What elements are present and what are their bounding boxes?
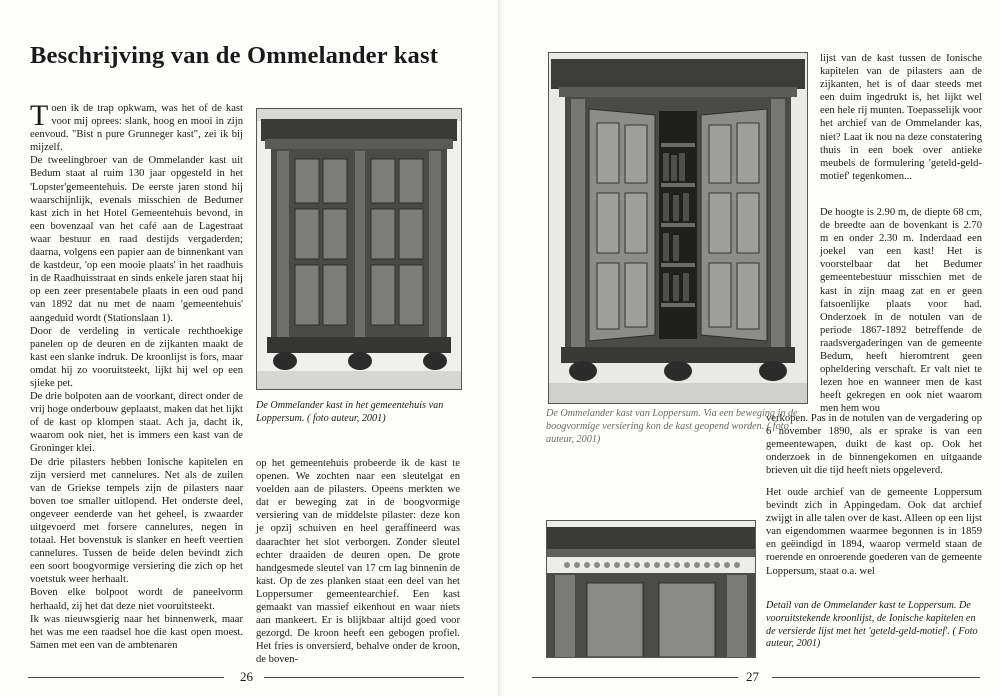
intro-text: oen ik de trap opkwam, was het of de kast voor mij oprees: slank, hoog en mooi in zijn eenvoud. "Bist n pure Grunneger kast", zei ik bij mijzelf. [30,103,243,154]
right-column-low: Het oude archief van de gemeente Loppersum bevindt zich in Appingedam. Ook dat archief zwijgt in alle talen over de kast. Alleen op een lijst van eigendommen waarmee begonnen is in 1859 en geëindigd in 1894, waarop vermeld staan de roerende en onroerende goederen van de gemeente Loppersum, staat o.a. wel [766,487,982,577]
page-number: 26 [240,669,253,684]
paragraph: De drie pilasters hebben Ionische kapitelen en zijn versierd met cannelures. Net als de zuilen van de Griekse tempels zijn de pilasters naar boven toe smaller uitlopend. Het onderste deel, ongeveer eenderde van het geheel, is zwaarder uitgevoerd met forsere cannelures, negen in totaal. Het bovenstuk is slanker en heeft veertien cannelures. Tussen de beide delen bevindt zich een soort boogvormige versiering die zich op het voetstuk weer herhaalt. [30,456,243,586]
cabinet-open-image [549,53,807,403]
cabinet-detail-image [547,521,755,657]
cabinet-closed-image [257,109,461,389]
paragraph: Door de verdeling in verticale rechthoekige panelen op de deuren en de zijkanten maakt de kast een slanke indruk. De kroonlijst is fors, maar omdat hij zo vooruitsteekt, lijkt hij wel op een sjieke pet. [30,325,243,389]
left-column-1 [30,99,243,652]
paragraph: Ik was nieuwsgierig naar het binnenwerk, maar het was me een raadsel hoe die kast open moest. Samen met een van de ambtenaren [30,613,243,651]
right-page [502,0,1000,696]
footer-rule-right [532,677,738,678]
left-column-2: op het gemeentehuis probeerde ik de kast te openen. We zochten naar een sleutelgat en voelden aan de pilasters. Opeens merkten we dat er beweging zat in de boogvormige versiering van de middelste pilaster: deze kon je opzij schuiven en heel geraffineerd was daarachter het slot verborgen. Zonder sleutel echter draaiden de deuren open. De grote handgesmede sleutel van 17 cm lag binnenin de kast. Op de zes planken staat een deel van het Loppersumer gemeentearchief. Een kast gemaakt van massief eikenhout en waar niets aan mankeert. Er is blijkbaar altijd goed voor gezorgd. De kroon heeft een gebogen profiel. Het fries is onversierd, behalve onder de kroon, de boven- [256,458,460,666]
right-column-mid: De hoogte is 2.90 m, de diepte 68 cm, de breedte aan de bovenkant is 2.70 m en onder 2.30 m. Inderdaad een joekel van een kast! Het is voorstelbaar dat het Bedumer gemeentebestuur misschien met de kast in zijn maag zat en er geen fatsoenlijke plaats voor had. Onderzoek in de notulen van de periode 1867-1892 betreffende de raadsvergaderingen van de gemeente Bedum, heeft hieromtrent geen opheldering verschaft. Er valt niet te lezen hoe en wanneer men de kast heeft gekregen en ook niet waarom men hem wou [820,207,982,415]
paragraph: De tweelingbroer van de Ommelander kast uit Bedum staat al ruim 130 jaar opgesteld in het 'Lopster'gemeentehuis. De eerste jaren stond hij waarschijnlijk, evenals misschien de Bedumer kast zich in het Hotel Gemeentehuis bevond, in een bovenzaal van het café aan de Lagestraat waar bestuur en raad destijds vergaderden; daarna, volgens een papier aan de binnenkant van de kastdeur, 'op een mooie plaats' in het raadhuis in de Raadhuisstraat en sinds enkele jaren staat hij op een zeer presentabele plaats in een oud pand van 1892 dat nu met de naam 'gemeentehuis' aangeduid wordt (Stationslaan 1). [30,155,243,324]
figure-caption: De Ommelander kast van Loppersum. Via een beweging in de boogvormige versiering kon de kast geopend worden. ( foto auteur, 2001) [546,408,798,445]
figure-caption: De Ommelander kast in het gemeentehuis van Loppersum. ( foto auteur, 2001) [256,400,444,424]
intro-paragraph [30,99,243,154]
paragraph: De drie bolpoten aan de voorkant, direct onder de vrij hoge onderbouw geplaatst, maken dat het lijkt of de kast op klompen staat. Ach ja, dacht ik, waarom ook niet, het is immers een kast van de Groninger klei. [30,391,243,455]
article-title: Beschrijving van de Ommelander kast [30,42,439,69]
paragraph: Boven elke bolpoot wordt de paneelvorm herhaald, zij het dat deze niet vooruitsteekt. [30,587,243,612]
footer-rule-right-2 [772,677,980,678]
cabinet-photo-open [548,52,808,404]
footer-rule-left [28,677,224,678]
footer-rule-left-2 [264,677,464,678]
page-number: 27 [746,669,759,684]
drop-cap: T [30,99,49,132]
right-column-wide: verkopen. Pas in de notulen van de vergadering op 6 november 1890, als er sprake is van een gemeentewapen, duikt de kast op. Ook het onderzoek in de binnengekomen en uitgaande brieven uit die tijd heeft niets opgeleverd. [766,413,982,477]
figure-caption: Detail van de Ommelander kast te Loppersum. De vooruitstekende kroonlijst, de Ionische kapitelen en de versierde lijst met het 'geteld-geld-motief'. ( Foto auteur, 2001) [766,600,978,650]
right-column-top: lijst van de kast tussen de Ionische kapitelen van de pilasters aan de zijkanten, het is of daar steeds met een duim ingedrukt is, het lijkt wel een hele rij munten. Toepasselijk voor het archief van de Ommelander kas, niet? Laat ik nou na deze constatering thuis in een boek over antieke meubels de formulering 'geteld-geld-motief' tegenkomen... [820,53,982,182]
cabinet-photo-closed [256,108,462,390]
cabinet-detail-photo [546,520,756,658]
